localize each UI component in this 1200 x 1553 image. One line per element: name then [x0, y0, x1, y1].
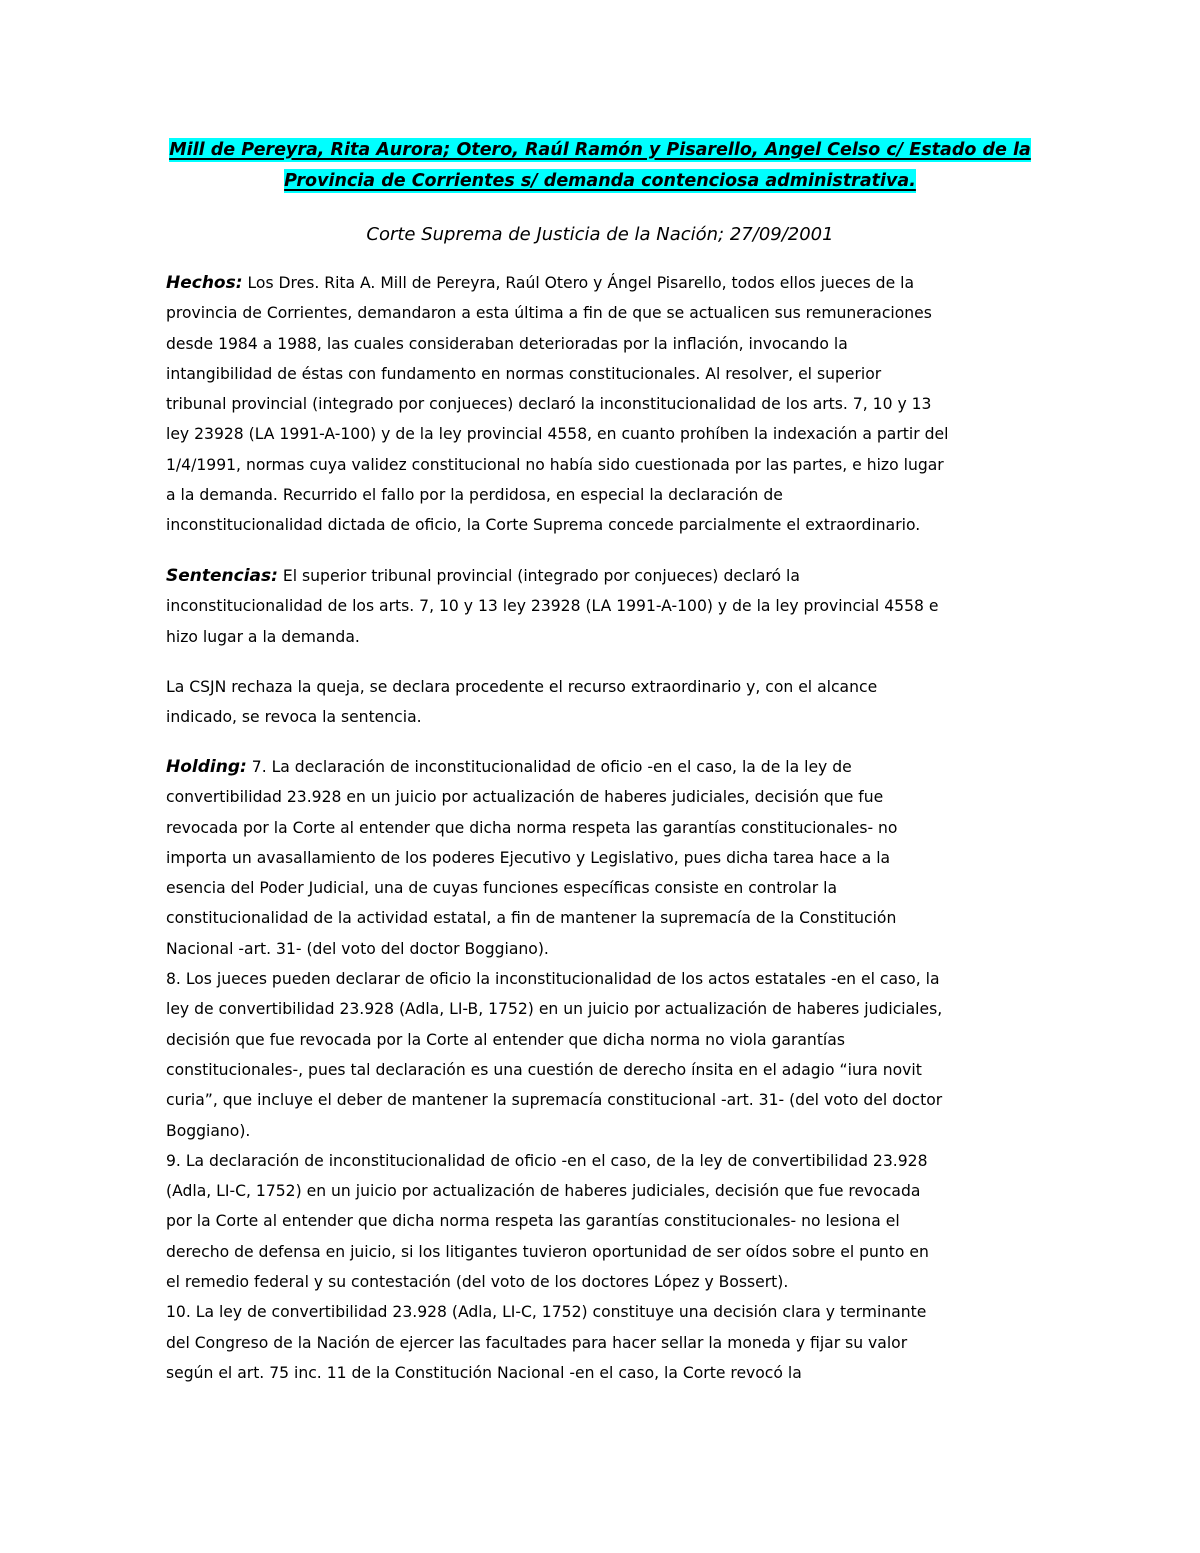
text-line: Nacional -art. 31- (del voto del doctor Boggiano).: [166, 939, 549, 958]
text-line: decisión que fue revocada por la Corte al entender que dicha norma no viola garantías: [166, 1030, 845, 1049]
hechos-label: Hechos:: [166, 273, 243, 293]
holding-label: Holding:: [166, 757, 247, 777]
text-line: constitucionales-, pues tal declaración es una cuestión de derecho ínsita en el adagio “iura novit: [166, 1060, 922, 1079]
sentencias-label: Sentencias:: [166, 566, 278, 586]
text-line: 8. Los jueces pueden declarar de oficio la inconstitucionalidad de los actos estatales -en el caso, la: [166, 970, 940, 989]
text-line: indicado, se revoca la sentencia.: [166, 708, 422, 727]
text-line: provincia de Corrientes, demandaron a esta última a fin de que se actualicen sus remuneraciones: [166, 304, 932, 323]
text-line: a la demanda. Recurrido el fallo por la perdidosa, en especial la declaración de: [166, 486, 783, 505]
text-line: curia”, que incluye el deber de mantener la supremacía constitucional -art. 31- (del voto del doctor: [166, 1091, 943, 1110]
case-title: [150, 135, 1050, 197]
text-line: revocada por la Corte al entender que dicha norma respeta las garantías constitucionales- no: [166, 818, 898, 837]
text-line: esencia del Poder Judicial, una de cuyas funciones específicas consiste en controlar la: [166, 879, 838, 898]
case-title-line-1: Mill de Pereyra, Rita Aurora; Otero, Raúl Ramón y Pisarello, Angel Celso c/ Estado de la: [169, 140, 1031, 160]
text-line: intangibilidad de éstas con fundamento en normas constitucionales. Al resolver, el superior: [166, 364, 882, 383]
text-line: por la Corte al entender que dicha norma respeta las garantías constitucionales- no lesiona el: [166, 1212, 900, 1231]
text-line: convertibilidad 23.928 en un juicio por actualización de haberes judiciales, decisión que fue: [166, 788, 884, 807]
text-line: 1/4/1991, normas cuya validez constitucional no había sido cuestionada por las partes, e hizo lugar: [166, 455, 944, 474]
case-title-line-2: Provincia de Corrientes s/ demanda contenciosa administrativa.: [284, 171, 916, 191]
text-line: ley de convertibilidad 23.928 (Adla, LI-B, 1752) en un juicio por actualización de haberes judiciales,: [166, 1000, 943, 1019]
csjn-paragraph: [166, 672, 1046, 733]
sentencias-paragraph: [166, 561, 1046, 652]
text-line: hizo lugar a la demanda.: [166, 627, 360, 646]
text-line: ley 23928 (LA 1991-A-100) y de la ley provincial 4558, en cuanto prohíben la indexación a partir del: [166, 425, 949, 444]
text-line: según el art. 75 inc. 11 de la Constitución Nacional -en el caso, la Corte revocó la: [166, 1363, 802, 1382]
holding-paragraph: [166, 752, 1046, 1388]
text-line: 10. La ley de convertibilidad 23.928 (Adla, LI-C, 1752) constituye una decisión clara y terminante: [166, 1303, 927, 1322]
text-line: Boggiano).: [166, 1121, 251, 1140]
text-line: 9. La declaración de inconstitucionalidad de oficio -en el caso, de la ley de convertibilidad 23.928: [166, 1151, 928, 1170]
text-line: La CSJN rechaza la queja, se declara procedente el recurso extraordinario y, con el alcance: [166, 678, 878, 696]
text-line: (Adla, LI-C, 1752) en un juicio por actualización de haberes judiciales, decisión que fue revocada: [166, 1182, 921, 1201]
text-line: inconstitucionalidad de los arts. 7, 10 y 13 ley 23928 (LA 1991-A-100) y de la ley provincial 4558 e: [166, 597, 939, 616]
text-line: importa un avasallamiento de los poderes Ejecutivo y Legislativo, pues dicha tarea hace a la: [166, 848, 891, 867]
text-line: el remedio federal y su contestación (del voto de los doctores López y Bossert).: [166, 1273, 789, 1292]
text-line: tribunal provincial (integrado por conjueces) declaró la inconstitucionalidad de los arts. 7, 10 y 13: [166, 395, 932, 414]
text-line: del Congreso de la Nación de ejercer las facultades para hacer sellar la moneda y fijar su valor: [166, 1333, 908, 1352]
text-line: Sentencias: El superior tribunal provincial (integrado por conjueces) declaró la: [166, 566, 800, 586]
text-line: desde 1984 a 1988, las cuales consideraban deterioradas por la inflación, invocando la: [166, 334, 848, 353]
court-and-date: Corte Suprema de Justicia de la Nación; 27/09/2001: [366, 224, 834, 245]
hechos-paragraph: [166, 268, 1046, 541]
text-line: inconstitucionalidad dictada de oficio, la Corte Suprema concede parcialmente el extraordinario.: [166, 516, 921, 535]
text-line: constitucionalidad de la actividad estatal, a fin de mantener la supremacía de la Constitución: [166, 909, 897, 928]
text-line: Holding: 7. La declaración de inconstitucionalidad de oficio -en el caso, la de la ley de: [166, 757, 852, 777]
text-line: Hechos: Los Dres. Rita A. Mill de Pereyra, Raúl Otero y Ángel Pisarello, todos ellos jueces de la: [166, 273, 915, 293]
text-line: derecho de defensa en juicio, si los litigantes tuvieron oportunidad de ser oídos sobre el punto en: [166, 1242, 929, 1261]
